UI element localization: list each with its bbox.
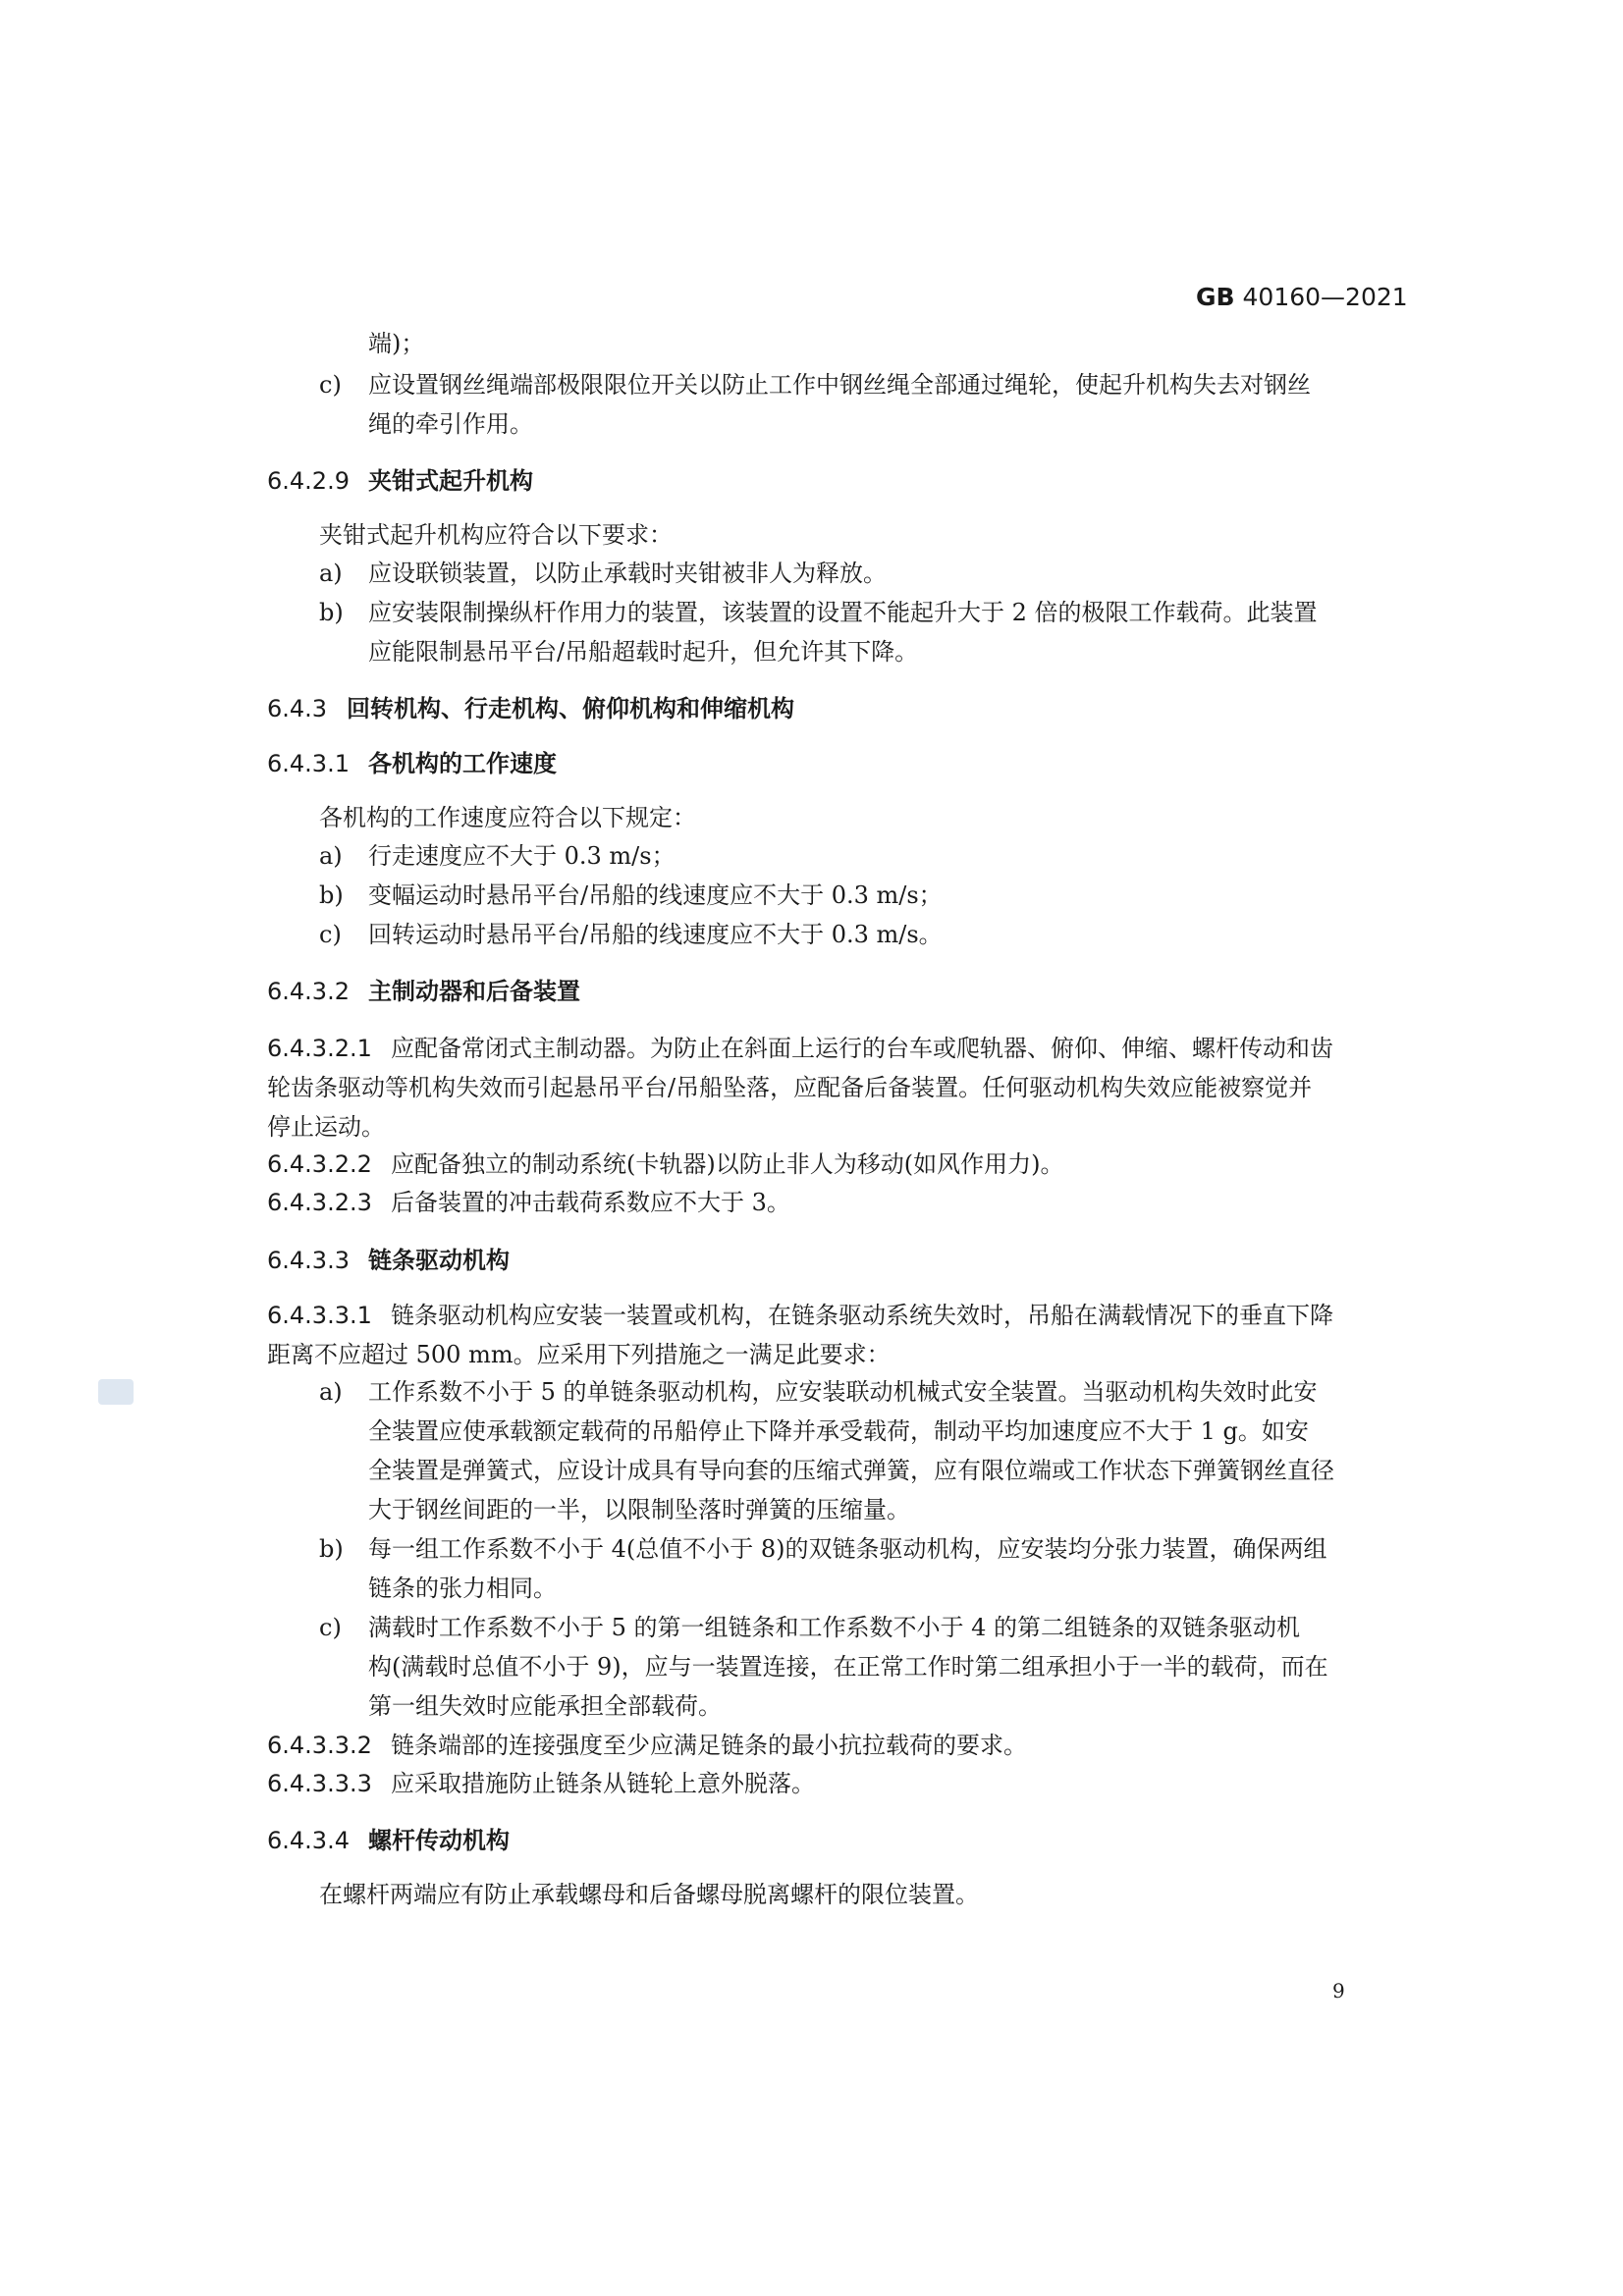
section-number: 6.4.3.2: [267, 978, 350, 1005]
section-heading: 夹钳式起升机构: [368, 467, 533, 495]
list-marker: b): [319, 599, 344, 626]
text-line: 行走速度应不大于 0.3 m/s；: [368, 842, 676, 870]
standard-code: 40160—2021: [1242, 283, 1408, 311]
text-line: 第一组失效时应能承担全部载荷。: [368, 1692, 722, 1720]
text-line: 应能限制悬吊平台/吊船超载时起升，但允许其下降。: [368, 638, 919, 666]
standard-prefix: GB: [1196, 283, 1235, 311]
text-line: 轮齿条驱动等机构失效而引起悬吊平台/吊船坠落，应配备后备装置。任何驱动机构失效应能被察觉并: [267, 1074, 1313, 1101]
clause-text: 应配备独立的制动系统(卡轨器)以防止非人为移动(如风作用力)。: [391, 1150, 1064, 1178]
clause-text: 链条端部的连接强度至少应满足链条的最小抗拉载荷的要求。: [391, 1732, 1027, 1759]
text-line: 距离不应超过 500 mm。应采用下列措施之一满足此要求：: [267, 1341, 891, 1368]
text-line: 满载时工作系数不小于 5 的第一组链条和工作系数不小于 4 的第二组链条的双链条驱动机: [368, 1614, 1301, 1641]
list-marker: a): [319, 842, 343, 870]
section-number: 6.4.3.4: [267, 1827, 350, 1854]
text-line: 在螺杆两端应有防止承载螺母和后备螺母脱离螺杆的限位装置。: [319, 1881, 979, 1908]
list-marker: b): [319, 881, 344, 909]
section-number: 6.4.3.3: [267, 1247, 350, 1274]
clause-text: 后备装置的冲击载荷系数应不大于 3。: [391, 1189, 790, 1216]
list-marker: b): [319, 1535, 344, 1563]
text-line: 夹钳式起升机构应符合以下要求：: [319, 521, 673, 549]
section-heading: 螺杆传动机构: [368, 1827, 510, 1854]
text-line: 链条的张力相同。: [368, 1575, 557, 1602]
section-number: 6.4.3.1: [267, 750, 350, 777]
text-line: 应安装限制操纵杆作用力的装置，该装置的设置不能起升大于 2 倍的极限工作载荷。此装置: [368, 599, 1318, 626]
clause-text: 应采取措施防止链条从链轮上意外脱落。: [391, 1770, 815, 1797]
text-line: 变幅运动时悬吊平台/吊船的线速度应不大于 0.3 m/s；: [368, 881, 943, 909]
text-line: 端)；: [368, 330, 425, 357]
section-number: 6.4.3.2.3: [267, 1189, 372, 1216]
section-number: 6.4.3.2.2: [267, 1150, 372, 1178]
section-number: 6.4.3.2.1: [267, 1035, 372, 1062]
text-line: 应设置钢丝绳端部极限限位开关以防止工作中钢丝绳全部通过绳轮，使起升机构失去对钢丝: [368, 371, 1311, 399]
list-marker: a): [319, 1378, 343, 1406]
section-heading: 各机构的工作速度: [368, 750, 557, 777]
section-heading: 主制动器和后备装置: [368, 978, 580, 1005]
section-heading: 链条驱动机构: [368, 1247, 510, 1274]
list-marker: c): [319, 1614, 342, 1641]
text-line: 各机构的工作速度应符合以下规定：: [319, 804, 696, 831]
section-number: 6.4.3.3.1: [267, 1302, 372, 1329]
text-line: 全装置应使承载额定载荷的吊船停止下降并承受载荷，制动平均加速度应不大于 1 g。如安: [368, 1417, 1309, 1445]
text-line: 全装置是弹簧式，应设计成具有导向套的压缩式弹簧，应有限位端或工作状态下弹簧钢丝直径: [368, 1457, 1334, 1484]
text-line: 工作系数不小于 5 的单链条驱动机构，应安装联动机械式安全装置。当驱动机构失效时此安: [368, 1378, 1318, 1406]
section-number: 6.4.2.9: [267, 467, 350, 495]
list-marker: c): [319, 921, 342, 948]
list-marker: c): [319, 371, 342, 399]
clause-text: 应配备常闭式主制动器。为防止在斜面上运行的台车或爬轨器、俯仰、伸缩、螺杆传动和齿: [391, 1035, 1333, 1062]
text-line: 停止运动。: [267, 1113, 385, 1141]
section-heading: 回转机构、行走机构、俯仰机构和伸缩机构: [347, 695, 794, 722]
list-marker: a): [319, 560, 343, 587]
text-line: 绳的牵引作用。: [368, 410, 533, 438]
watermark-logo: [98, 1379, 134, 1405]
page-number: 9: [1332, 1979, 1345, 2002]
text-line: 回转运动时悬吊平台/吊船的线速度应不大于 0.3 m/s。: [368, 921, 943, 948]
text-line: 应设联锁装置，以防止承载时夹钳被非人为释放。: [368, 560, 887, 587]
standard-number: [1196, 283, 1408, 312]
clause-text: 链条驱动机构应安装一装置或机构，在链条驱动系统失效时，吊船在满载情况下的垂直下降: [391, 1302, 1333, 1329]
section-number: 6.4.3.3.2: [267, 1732, 372, 1759]
section-number: 6.4.3: [267, 695, 328, 722]
text-line: 每一组工作系数不小于 4(总值不小于 8)的双链条驱动机构，应安装均分张力装置，确保两组: [368, 1535, 1327, 1563]
text-line: 构(满载时总值不小于 9)，应与一装置连接，在正常工作时第二组承担小于一半的载荷，而在: [368, 1653, 1328, 1681]
text-line: 大于钢丝间距的一半，以限制坠落时弹簧的压缩量。: [368, 1496, 910, 1523]
section-number: 6.4.3.3.3: [267, 1770, 372, 1797]
